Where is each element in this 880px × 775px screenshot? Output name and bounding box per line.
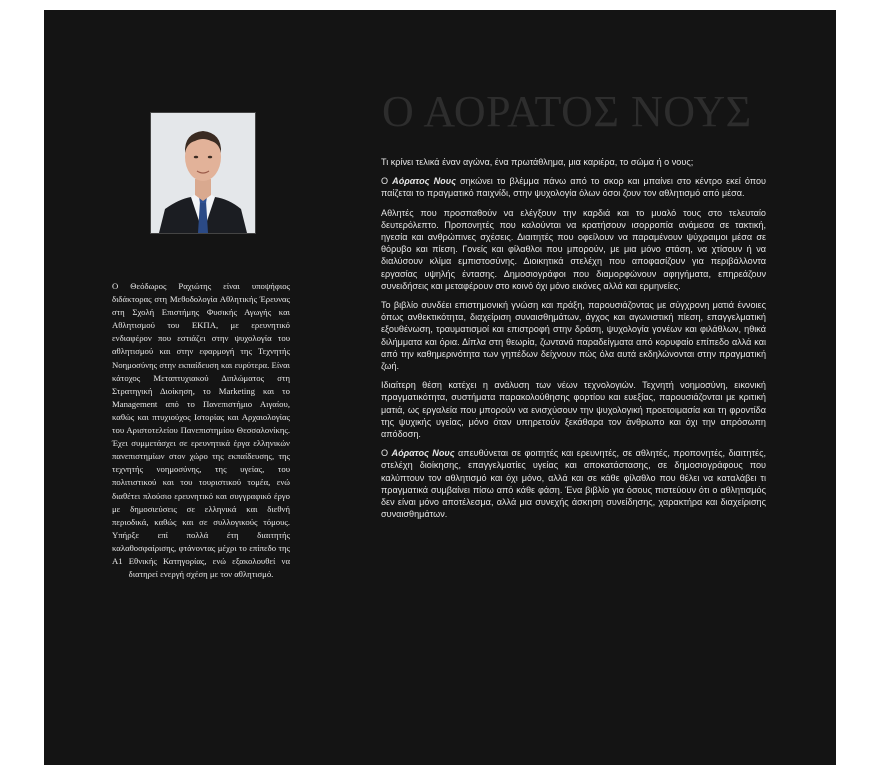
blurb-p6-post: απευθύνεται σε φοιτητές και ερευνητές, σε αθλητές, προπονητές, διαιτητές, στελέχη διοίκησης, επαγγελματίες υγείας και αποκατάστασης, σε δημοσιογράφους που καλύπτουν τον αθλητισμό και όχι μόνο, αλλά και σε κάθε φίλαθλο που θέλει να καταλάβει τι πραγματικά συμβαίνει πίσω από κάθε φάση. Ένα βιβλίο για όσους πιστεύουν ότι ο αθλητισμός δεν είναι μόνο αποτέλεσμα, αλλά μια συνεχής άσκηση συνείδησης, χαρακτήρα και διαχείρισης συναισθημάτων. [381,448,767,520]
blurb-paragraph-1: Τι κρίνει τελικά έναν αγώνα, ένα πρωτάθλημα, μια καριέρα, το σώμα ή ο νους; [381,157,694,167]
book-back-cover [44,10,836,765]
author-bio [112,280,290,581]
blurb-paragraph-3: Αθλητές που προσπαθούν να ελέγξουν την καρδιά και το μυαλό τους στο τελευταίο δευτερόλεπτο. Προπονητές που καλούνται να κρατήσουν ισορροπία ανάμεσα σε τακτική, ηγεσία και ανθρώπινες σχέσεις. Διαιτητές που οφείλουν να παραμένουν ψύχραιμοι μέσα σε θόρυβο και πίεση. Γονείς και φίλαθλοι που μπορούν, με μια μόνο στάση, να χτίσουν ή να διαλύσουν κλίμα εμπιστοσύνης. Διοικητικά στελέχη που αποφασίζουν για περιβάλλοντα εργασίας υψηλής έντασης. Δημοσιογράφοι που διαμορφώνουν αφηγήματα, επηρεάζουν συνειδήσεις και μεταφέρουν στο κοινό όχι μόνο εικόνες αλλά και ερμηνείες. [381,207,766,291]
blurb-paragraph-5: Ιδιαίτερη θέση κατέχει η ανάλυση των νέων τεχνολογιών. Τεχνητή νοημοσύνη, εικονική πραγματικότητα, συστήματα παρακολούθησης φορτίου και ευεξίας, παρουσιάζονται με κριτική ματιά, ως εργαλεία που μπορούν να ενισχύσουν την ψυχολογική προετοιμασία και τη φροντίδα της ψυχικής υγείας, μόνο όταν υπηρετούν ξεκάθαρα τον άνθρωπο και όχι την απρόσωπη απόδοση. [381,380,766,440]
book-blurb [381,156,766,527]
author-bio-text: Ο Θεόδωρος Ραχιώτης είναι υποψήφιος διδάκτορας στη Μεθοδολογία Αθλητικής Έρευνας στη Σχολή Επιστήμης Φυσικής Αγωγής και Αθλητισμού του ΕΚΠΑ, με ερευνητικό ενδιαφέρον που εστιάζει στην ψυχολογία του αθλητισμού και στην εφαρμογή της Τεχνητής Νοημοσύνης στην εκπαίδευση και ευρύτερα. Είναι κάτοχος Μεταπτυχιακού Διπλώματος στη Στρατηγική Διοίκηση, το Marketing και το Management από το Πανεπιστήμιο Αιγαίου, καθώς και πτυχιούχος Ιστορίας και Αρχαιολογίας του Αριστοτελείου Πανεπιστημίου Θεσσαλονίκης. Έχει συμμετάσχει σε ερευνητικά έργα ελληνικών πανεπιστημίων στον χώρο της εκπαίδευσης, της τεχνητής νοημοσύνης, της υγείας, του πολιτιστικού και του τουριστικού τομέα, ενώ διαθέτει πλούσιο ερευνητικό και συγγραφικό έργο με δημοσιεύσεις σε ελληνικά και διεθνή περιοδικά, καθώς και σε συλλογικούς τόμους. Υπήρξε επί πολλά έτη διαιτητής καλαθοσφαίρισης, φτάνοντας μέχρι το επίπεδο της Α1 Εθνικής Κατηγορίας, ενώ εξακολουθεί να διατηρεί ενεργή σχέση με τον αθλητισμό. [112,281,290,580]
blurb-p2-book-name: Αόρατος Νους [392,176,456,187]
blurb-paragraph-2 [381,175,766,199]
blurb-p6-pre: Ο [381,448,392,459]
author-portrait-image [151,113,255,233]
blurb-paragraph-4: Το βιβλίο συνδέει επιστημονική γνώση και πράξη, παρουσιάζοντας με σύγχρονη ματιά έννοιες όπως ανθεκτικότητα, διαχείριση συναισθημάτων, άγχος και αγωνιστική πίεση, επαγγελματική εξουθένωση, τραυματισμοί και επιστροφή στην δράση, ψυχολογία γονέων και φιλάθλων, ηθικά διλήμματα και όρια. Δίπλα στη θεωρία, ζωντανά παραδείγματα από κορυφαίο επίπεδο αλλά και από την καθημερινότητα των γηπέδων δείχνουν πώς όλα αυτά εκδηλώνονται στην πραγματική ζωή. [381,300,766,372]
blurb-p2-post: σηκώνει το βλέμμα πάνω από το σκορ και μπαίνει στο κέντρο εκεί όπου παίζεται το πραγματικό παιχνίδι, στην ψυχολογία όλων όσοι ζουν τον αθλητισμό από μέσα. [381,176,766,199]
blurb-paragraph-6 [381,447,766,520]
book-title: Ο ΑΟΡΑΤΟΣ ΝΟΥΣ [382,87,752,136]
blurb-p6-book-name: Αόρατος Νους [391,448,455,459]
blurb-p2-pre: Ο [381,176,393,187]
author-photo [150,112,256,234]
